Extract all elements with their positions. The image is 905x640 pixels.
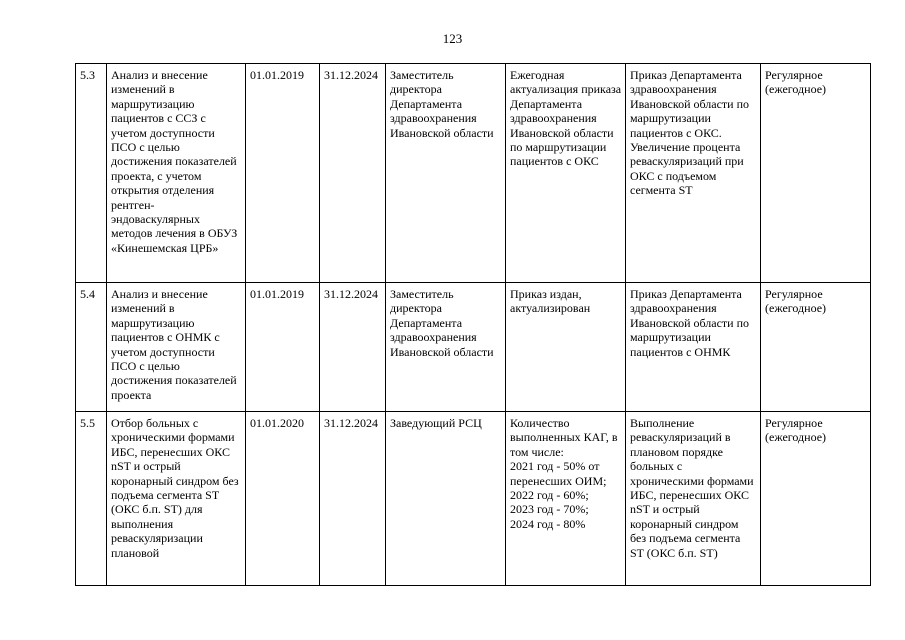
document-cell: Выполнение реваскуляризаций в плановом порядке больных с хроническими формами ИБС, перенесших ОКС nST и острый коронарный синдром без подъема сегмента ST (ОКС б.п. ST) xyxy=(626,412,761,586)
measures-table xyxy=(75,63,871,586)
task-cell: Анализ и внесение изменений в маршрутизацию пациентов с ОНМК с учетом доступности ПСО с целью достижения показателей проекта xyxy=(107,283,246,412)
document-cell: Приказ Департамента здравоохранения Ивановской области по маршрутизации пациентов с ОНМК xyxy=(626,283,761,412)
responsible-cell: Заведующий РСЦ xyxy=(386,412,506,586)
page-number: 123 xyxy=(442,31,463,46)
end-date-cell: 31.12.2024 xyxy=(320,64,386,283)
task-cell: Отбор больных с хроническими формами ИБС, перенесших ОКС nST и острый коронарный синдром без подъема сегмента ST (ОКС б.п. ST) для выполнения реваскуляризации плановой xyxy=(107,412,246,586)
table-row xyxy=(76,412,871,586)
table-row xyxy=(76,64,871,283)
characteristic-cell: Количество выполненных КАГ, в том числе: 2021 год - 50% от перенесших ОИМ; 2022 год - 60%; 2023 год - 70%; 2024 год - 80% xyxy=(506,412,626,586)
frequency-cell: Регулярное (ежегодное) xyxy=(761,283,871,412)
start-date-cell: 01.01.2020 xyxy=(246,412,320,586)
frequency-cell: Регулярное (ежегодное) xyxy=(761,412,871,586)
start-date-cell: 01.01.2019 xyxy=(246,283,320,412)
task-cell: Анализ и внесение изменений в маршрутизацию пациентов с ССЗ с учетом доступности ПСО с целью достижения показателей проекта, с учетом открытия отделения рентген-эндоваскулярных методов лечения в ОБУЗ «Кинешемская ЦРБ» xyxy=(107,64,246,283)
characteristic-cell: Приказ издан, актуализирован xyxy=(506,283,626,412)
responsible-cell: Заместитель директора Департамента здравоохранения Ивановской области xyxy=(386,283,506,412)
row-number: 5.3 xyxy=(76,64,107,283)
row-number: 5.4 xyxy=(76,283,107,412)
characteristic-cell: Ежегодная актуализация приказа Департамента здравоохранения Ивановской области по маршрутизации пациентов с ОКС xyxy=(506,64,626,283)
end-date-cell: 31.12.2024 xyxy=(320,412,386,586)
end-date-cell: 31.12.2024 xyxy=(320,283,386,412)
start-date-cell: 01.01.2019 xyxy=(246,64,320,283)
table-row xyxy=(76,283,871,412)
responsible-cell: Заместитель директора Департамента здравоохранения Ивановской области xyxy=(386,64,506,283)
document-cell: Приказ Департамента здравоохранения Ивановской области по маршрутизации пациентов с ОКС. Увеличение процента реваскуляризаций при ОКС с подъемом сегмента ST xyxy=(626,64,761,283)
frequency-cell: Регулярное (ежегодное) xyxy=(761,64,871,283)
row-number: 5.5 xyxy=(76,412,107,586)
